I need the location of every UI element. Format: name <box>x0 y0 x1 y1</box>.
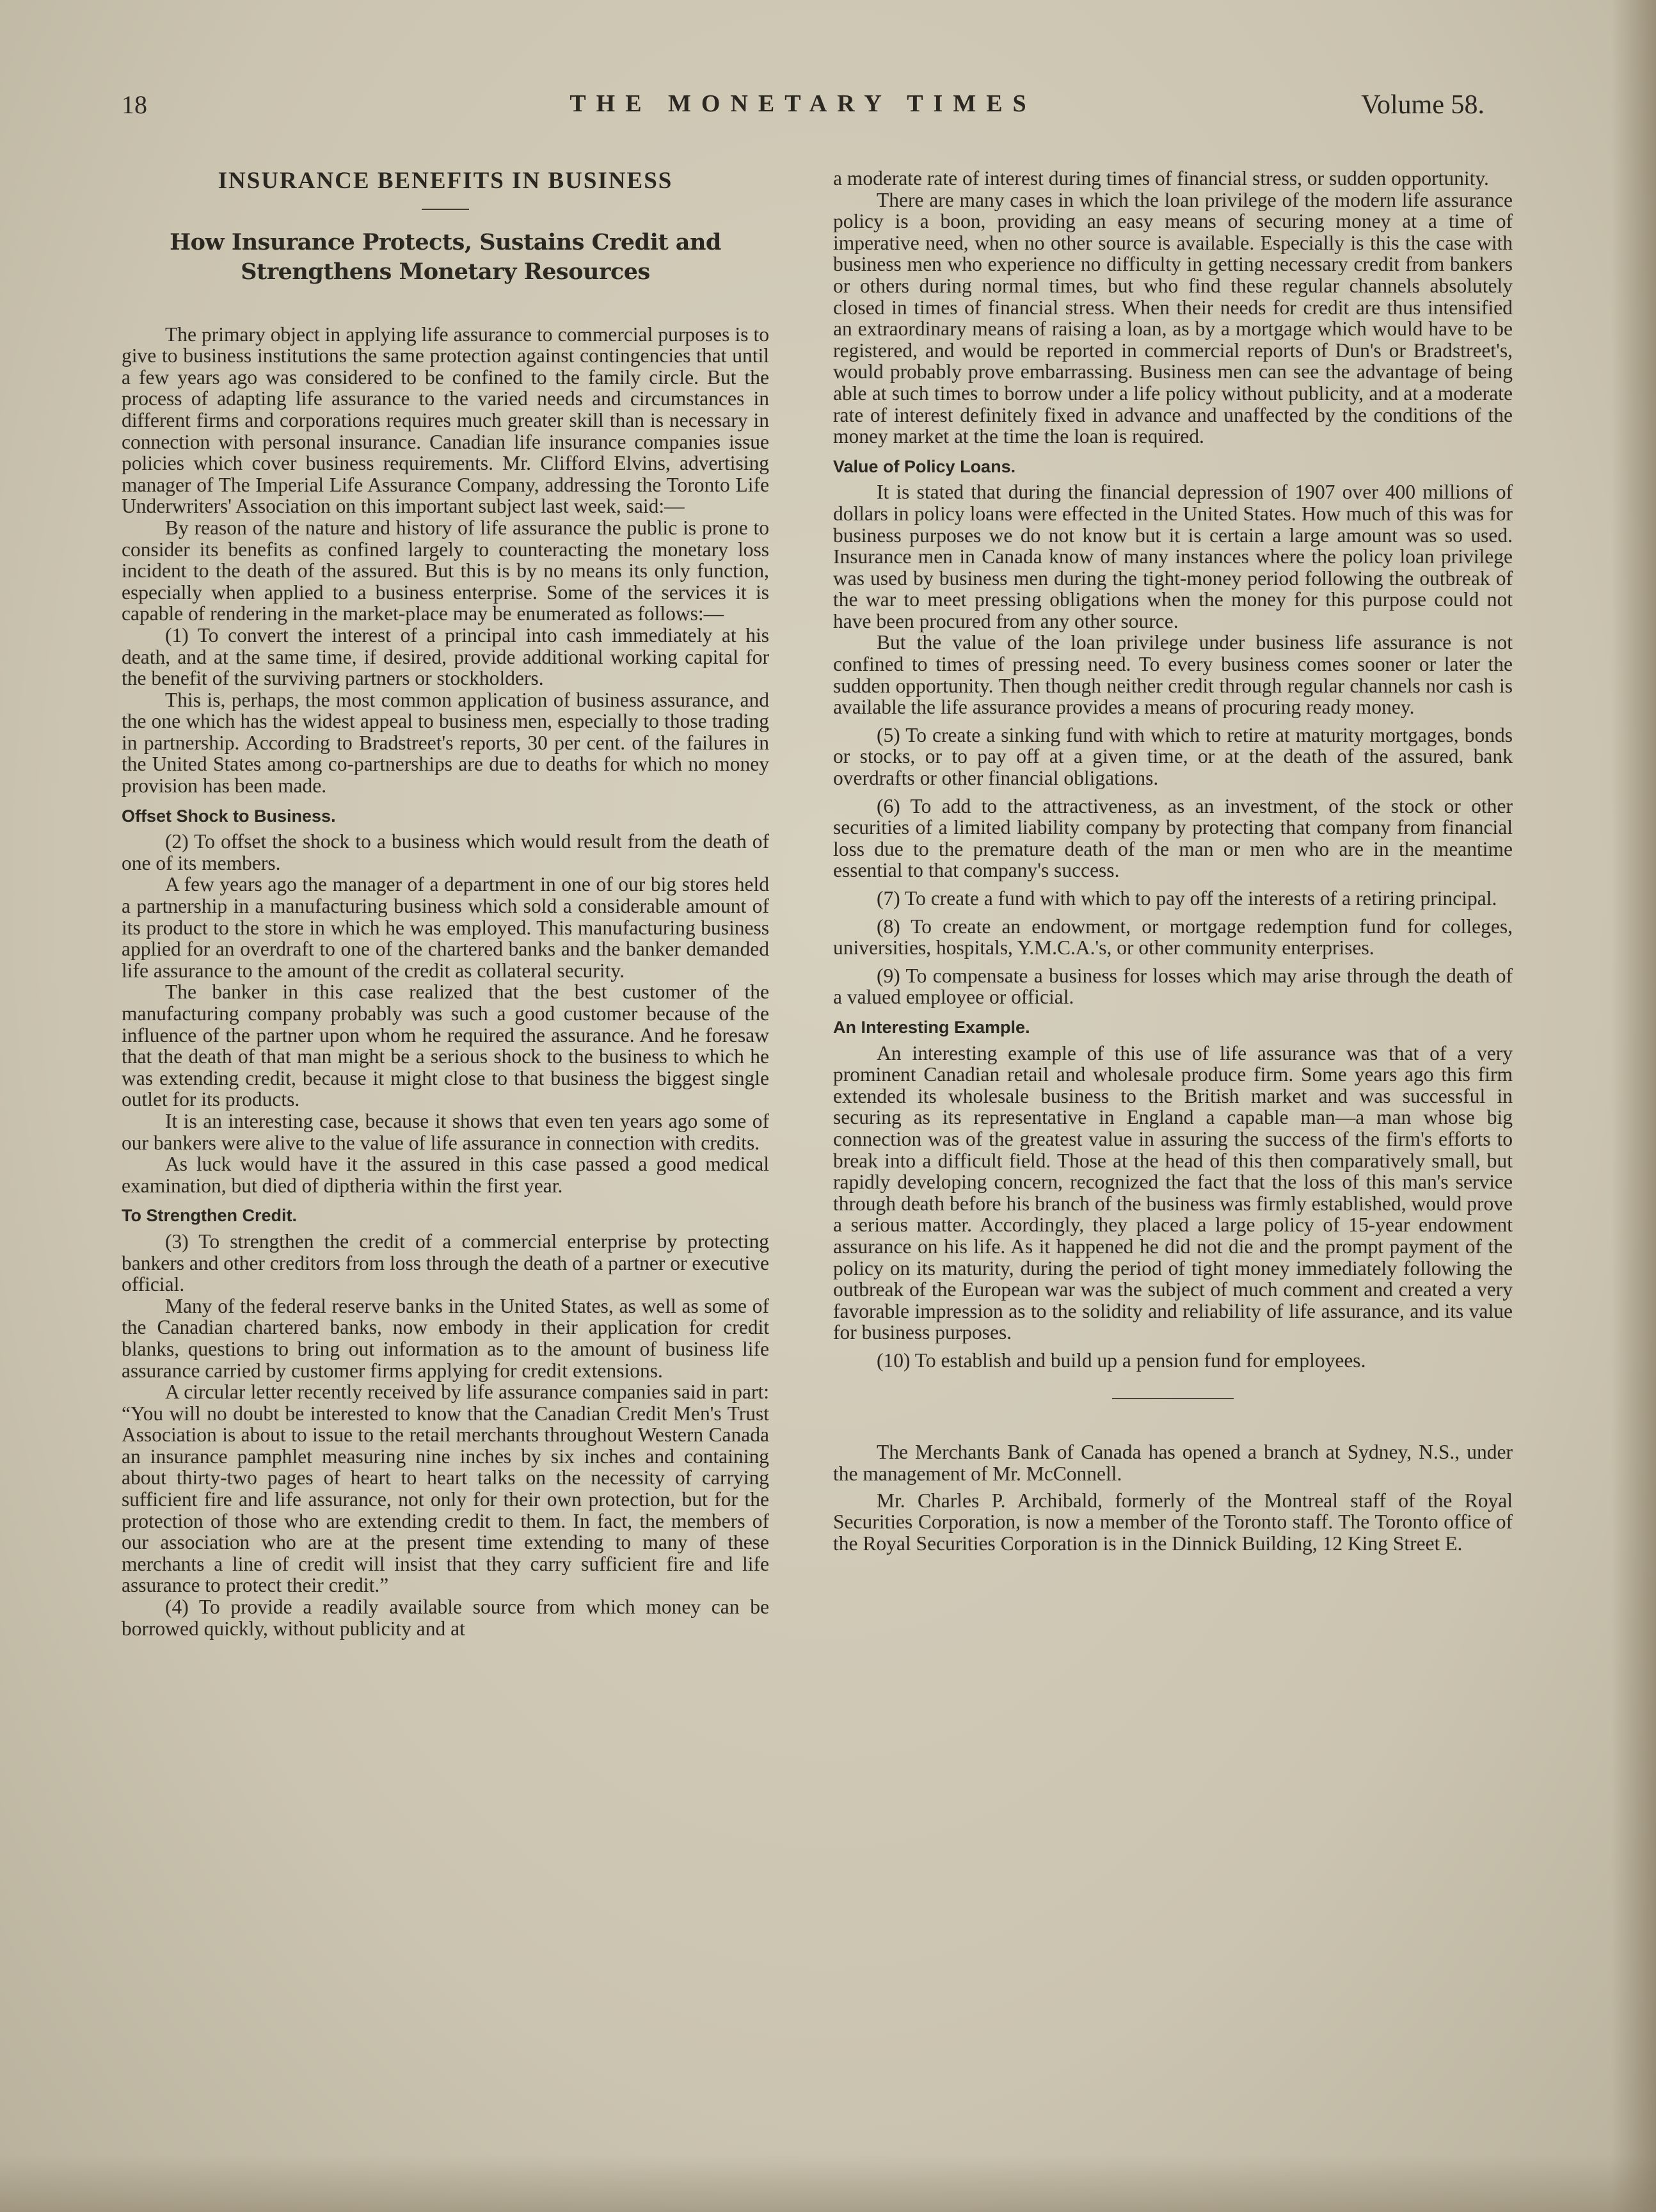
paragraph: It is stated that during the financial depression of 1907 over 400 millions of dollars in policy loans were effected in the United States. How much of this was for business purposes we do not know but it is certain a large amount was so used. Insurance men in Canada know of many instances where the policy loan privilege was used by business men during the tight-money period following the outbreak of the war to meet pressing obligations when the money for this purpose could not have been procured from any other source. <box>833 481 1513 632</box>
section-heading: An Interesting Example. <box>833 1017 1030 1037</box>
right-column-body <box>833 168 1513 1371</box>
left-column-body <box>122 324 769 1640</box>
volume-label: Volume 58. <box>1361 90 1485 120</box>
news-note: Mr. Charles P. Archibald, formerly of the Montreal staff of the Royal Securities Corporation, is now a member of the Toronto staff. The Toronto office of the Royal Securities Corporation is in the Dinnick Building, 12 King Street E. <box>833 1489 1513 1555</box>
paragraph: (4) To provide a readily available source from which money can be borrowed quickly, without publicity and at <box>122 1596 769 1640</box>
paragraph: This is, perhaps, the most common application of business assurance, and the one which has the widest appeal to business men, especially to those trading in partnership. According to Bradstreet's reports, 30 per cent. of the failures in the United States among co-partnerships are due to deaths for which no money provision has been made. <box>122 688 769 797</box>
binding-shadow <box>1611 0 1656 2212</box>
paragraph: (5) To create a sinking fund with which to retire at maturity mortgages, bonds or stocks, or to pay off at a given time, or at the death of the assured, bank overdrafts or other financial obligations. <box>833 723 1513 790</box>
page-header <box>122 90 1485 128</box>
paragraph: An interesting example of this use of life assurance was that of a very prominent Canadian retail and wholesale produce firm. Some years ago this firm extended its wholesale business to the British market and was successful in securing as its representative in England a capable man—a man whose big connection was of the greatest value in assuring the success of the firm's efforts to break into a difficult field. Those at the head of this then comparatively small, but rapidly developing concern, recognized the fact that the loss of this man's service through death before his branch of the business was firmly established, would prove a serious matter. Accordingly, they placed a large policy of 15-year endowment assurance on his life. As it happened he did not die and the prompt payment of the policy on its maturity, during the period of tight money immediately following the outbreak of the European war was the subject of much comment and created a very favorable impression as to the solidity and reliability of life assurance, and its value for business purposes. <box>833 1041 1513 1344</box>
paragraph: It is an interesting case, because it shows that even ten years ago some of our bankers were alive to the value of life assurance in connection with credits. <box>122 1109 769 1154</box>
article-subtitle: How Insurance Protects, Sustains Credit and Strengthens Monetary Resources <box>170 228 721 285</box>
paragraph: The primary object in applying life assurance to commercial purposes is to give to business institutions the same protection against contingencies that until a few years ago was considered to be confined to the family circle. But the process of adapting life assurance to the varied needs and circumstances in different firms and corporations requires much greater skill than is necessary in connection with personal insurance. Canadian life insurance companies issue policies which cover business requirements. Mr. Clifford Elvins, advertising manager of The Imperial Life Assurance Company, addressing the Toronto Life Underwriters' Association on this important subject last week, said:— <box>122 323 769 518</box>
section-heading: Value of Policy Loans. <box>833 456 1016 476</box>
news-notes <box>833 1441 1513 1554</box>
paragraph: (10) To establish and build up a pension fund for employees. <box>877 1349 1366 1372</box>
left-column <box>122 168 769 1639</box>
paragraph: As luck would have it the assured in this case passed a good medical examination, but died of diptheria within the first year. <box>122 1153 769 1197</box>
section-divider <box>1112 1398 1234 1399</box>
right-column <box>833 168 1513 1554</box>
paragraph: (1) To convert the interest of a principal into cash immediately at his death, and at the same time, if desired, provide additional working capital for the benefit of the surviving partners or stockholders. <box>122 623 769 690</box>
page-edge-shadow <box>0 2154 1656 2212</box>
paragraph: (2) To offset the shock to a business which would result from the death of one of its members. <box>122 830 769 874</box>
section-heading: To Strengthen Credit. <box>122 1206 297 1226</box>
paragraph: A few years ago the manager of a department in one of our big stores held a partnership in a manufacturing business which sold a considerable amount of its product to the store in which he was employed. This manufacturing business applied for an overdraft to one of the chartered banks and the banker demanded life assurance to the amount of the credit as collateral security. <box>122 873 769 982</box>
paragraph: Many of the federal reserve banks in the United States, as well as some of the Canadian chartered banks, now embody in their application for credit blanks, questions to bring out information as to the amount of business life assurance carried by customer firms applying for credit extensions. <box>122 1294 769 1382</box>
section-heading: Offset Shock to Business. <box>122 806 336 826</box>
paragraph: But the value of the loan privilege under business life assurance is not confined to times of pressing need. To every business comes sooner or later the sudden opportunity. Then though neither credit through regular channels nor cash is available the life assurance provides a means of procuring ready money. <box>833 631 1513 719</box>
page-number: 18 <box>122 90 147 119</box>
paragraph: (8) To create an endowment, or mortgage redemption fund for colleges, universities, hospitals, Y.M.C.A.'s, or other community enterprises. <box>833 915 1513 959</box>
paragraph: (3) To strengthen the credit of a commercial enterprise by protecting bankers and other creditors from loss through the death of a partner or executive official. <box>122 1230 770 1296</box>
masthead: THE MONETARY TIMES <box>569 90 1037 117</box>
title-divider <box>422 209 469 210</box>
article-title: INSURANCE BENEFITS IN BUSINESS <box>218 168 673 194</box>
paragraph: (9) To compensate a business for losses which may arise through the death of a valued employee or official. <box>833 964 1513 1009</box>
paragraph: (7) To create a fund with which to pay off the interests of a retiring principal. <box>877 887 1497 910</box>
paragraph: a moderate rate of interest during times of financial stress, or sudden opportunity. <box>833 167 1489 189</box>
paragraph: A circular letter recently received by life assurance companies said in part: “You will no doubt be interested to know that the Canadian Credit Men's Trust Association is about to issue to the retail merchants throughout Western Canada an insurance pamphlet measuring nine inches by six inches and containing about thirty-two pages of heart to heart talks on the necessity of carrying sufficient fire and life assurance, not only for their own protection, but for the protection of those who are extending credit to them. In fact, the members of our association who are at the present time extending to many of these merchants a line of credit will insist that they carry sufficient fire and life assurance to protect their credit.” <box>122 1381 769 1597</box>
paragraph: (6) To add to the attractiveness, as an investment, of the stock or other securities of a limited liability company by protecting that company from financial loss due to the premature death of the man or men who are in the meantime essential to that company's success. <box>833 794 1513 882</box>
paragraph: By reason of the nature and history of life assurance the public is prone to consider its benefits as confined largely to counteracting the monetary loss incident to the death of the assured. But this is by no means its only function, especially when applied to a business enterprise. Some of the services it is capable of rendering in the market-place may be enumerated as follows:— <box>122 516 769 625</box>
paragraph: There are many cases in which the loan privilege of the modern life assurance policy is a boon, providing an easy means of securing money at a time of imperative need, when no other source is available. Especially is this the case with business men who experience no difficulty in getting necessary credit from bankers or others during normal times, but who find these regular channels absolutely closed in times of financial stress. When their needs for credit are thus intensified an extraordinary means of raising a loan, as by a mortgage which would have to be registered, and would be reported in commercial reports of Dun's or Bradstreet's, would probably prove embarrassing. Business men can see the advantage of being able at such times to borrow under a life policy without publicity, and at a moderate rate of interest definitely fixed in advance and unaffected by the conditions of the money market at the time the loan is required. <box>833 188 1513 448</box>
paragraph: The banker in this case realized that the best customer of the manufacturing company probably was such a good customer because of the influence of the partner upon whom he required the assurance. And he foresaw that the death of that man might be a serious shock to the business to which he was extending credit, because it might close to that business the biggest single outlet for its products. <box>122 981 769 1111</box>
news-note: The Merchants Bank of Canada has opened a branch at Sydney, N.S., under the management of Mr. McConnell. <box>833 1441 1513 1486</box>
